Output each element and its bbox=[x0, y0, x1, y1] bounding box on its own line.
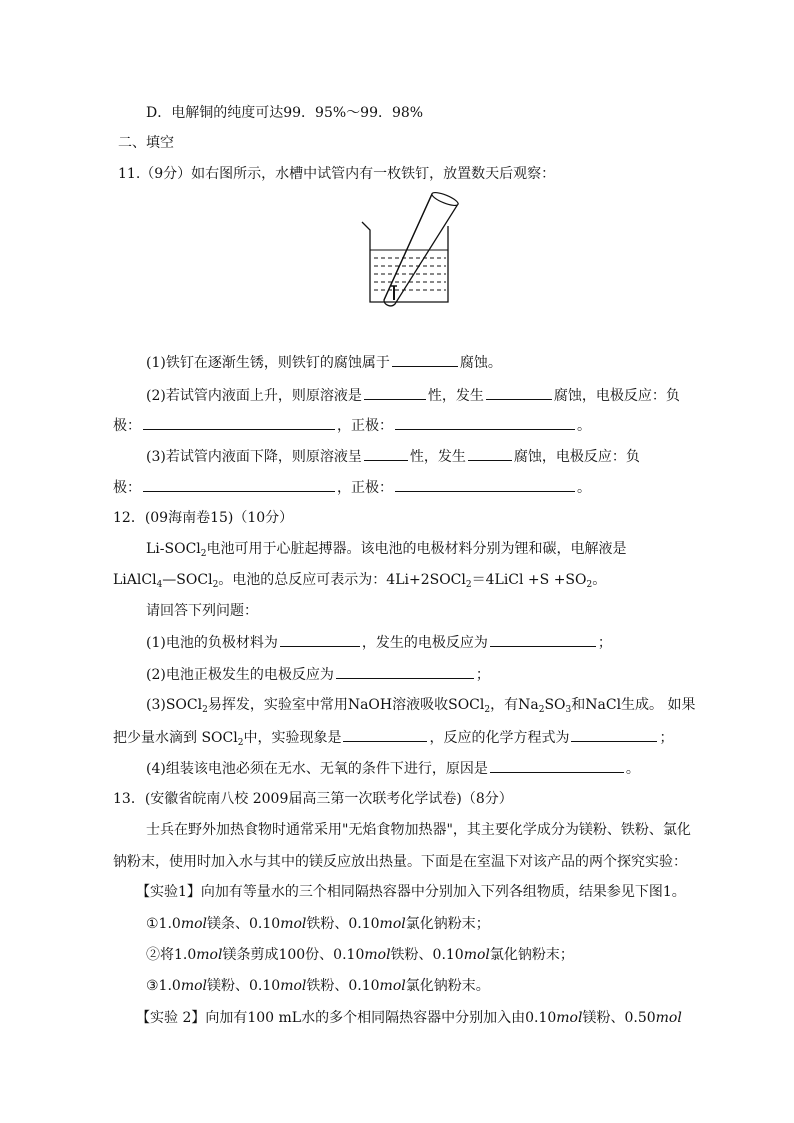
q13-intro-line2: 钠粉末，使用时加入水与其中的镁反应放出热量。下面是在室温下对该产品的两个探究实验： bbox=[113, 854, 687, 870]
q11-stem: 11.（9分）如右图所示，水槽中试管内有一枚铁钉，放置数天后观察： bbox=[118, 166, 556, 182]
q11-part2: (2)若试管内液面上升，则原溶液是 性，发生 腐蚀，电极反应：负 bbox=[146, 385, 680, 406]
q12-intro-line1: Li-SOCl$_2$电池可用于心脏起搏器。该电池的电极材料分别为锂和碳，电解液是 bbox=[146, 541, 627, 559]
q12-part3-cont: 把少量水滴到 SOCl$_2$中，实验现象是 ，反应的化学方程式为 ； bbox=[113, 727, 673, 753]
q12-part2: (2)电池正极发生的电极反应为 ； bbox=[146, 664, 490, 685]
answer-blank[interactable] bbox=[395, 415, 575, 430]
q11-part1: (1)铁钉在逐渐生锈，则铁钉的腐蚀属于 腐蚀。 bbox=[146, 352, 502, 373]
q12-stem: 12．(09海南卷15)（10分） bbox=[113, 510, 294, 526]
q11-part2-cont: 极： ，正极： 。 bbox=[113, 415, 591, 436]
q12-ask: 请回答下列问题： bbox=[146, 603, 258, 619]
answer-blank[interactable] bbox=[395, 477, 575, 492]
q11-part3: (3)若试管内液面下降，则原溶液呈 性，发生 腐蚀，电极反应：负 bbox=[146, 446, 640, 467]
answer-blank[interactable] bbox=[571, 727, 657, 742]
answer-blank[interactable] bbox=[336, 664, 474, 679]
q13-intro-line1: 士兵在野外加热食物时通常采用"无焰食物加热器"，其主要化学成分为镁粉、铁粉、氯化 bbox=[146, 822, 691, 838]
answer-blank[interactable] bbox=[143, 415, 335, 430]
answer-blank[interactable] bbox=[280, 632, 360, 647]
q13-experiment2: 【实验 2】向加有100 mL水的多个相同隔热容器中分别加入由0.10mol镁粉、0.50mol bbox=[136, 1010, 682, 1026]
q13-item2: ②将1.0mol镁条剪成100份、0.10mol铁粉、0.10mol氯化钠粉末； bbox=[146, 947, 574, 963]
answer-blank[interactable] bbox=[143, 477, 335, 492]
answer-blank[interactable] bbox=[468, 446, 512, 461]
answer-blank[interactable] bbox=[486, 385, 552, 400]
answer-blank[interactable] bbox=[364, 446, 408, 461]
answer-blank[interactable] bbox=[364, 385, 426, 400]
q13-item3: ③1.0mol镁粉、0.10mol铁粉、0.10mol氯化钠粉末。 bbox=[146, 978, 490, 994]
answer-blank[interactable] bbox=[343, 727, 427, 742]
answer-blank[interactable] bbox=[490, 758, 624, 773]
section-title: 二、填空 bbox=[118, 135, 174, 151]
q13-experiment1: 【实验1】向加有等量水的三个相同隔热容器中分别加入下列各组物质，结果参见下图1。 bbox=[136, 884, 686, 900]
q12-part3: (3)SOCl$_2$易挥发，实验室中常用NaOH溶液吸收SOCl$_2$，有$Na_2SO_3$和NaCl生成。 如果 bbox=[146, 697, 696, 715]
q13-stem: 13．(安徽省皖南八校 2009届高三第一次联考化学试卷)（8分） bbox=[113, 791, 513, 807]
q13-item1: ①1.0mol镁条、0.10mol铁粉、0.10mol氯化钠粉末； bbox=[146, 916, 490, 932]
option-d: D．电解铜的纯度可达99．95%～99．98% bbox=[146, 105, 424, 121]
q12-part4: (4)组装该电池必须在无水、无氧的条件下进行，原因是 。 bbox=[146, 758, 640, 779]
q11-part3-cont: 极： ，正极： 。 bbox=[113, 477, 591, 498]
q12-intro-line2: LiAlCl$_4$—SOCl$_2$。电池的总反应可表示为：4Li+2SOCl$_2$＝4LiCl $+S +SO_2$。 bbox=[113, 572, 607, 590]
answer-blank[interactable] bbox=[392, 352, 458, 367]
answer-blank[interactable] bbox=[490, 632, 596, 647]
beaker-figure bbox=[360, 190, 460, 310]
q12-part1: (1)电池的负极材料为 ，发生的电极反应为 ； bbox=[146, 632, 612, 653]
